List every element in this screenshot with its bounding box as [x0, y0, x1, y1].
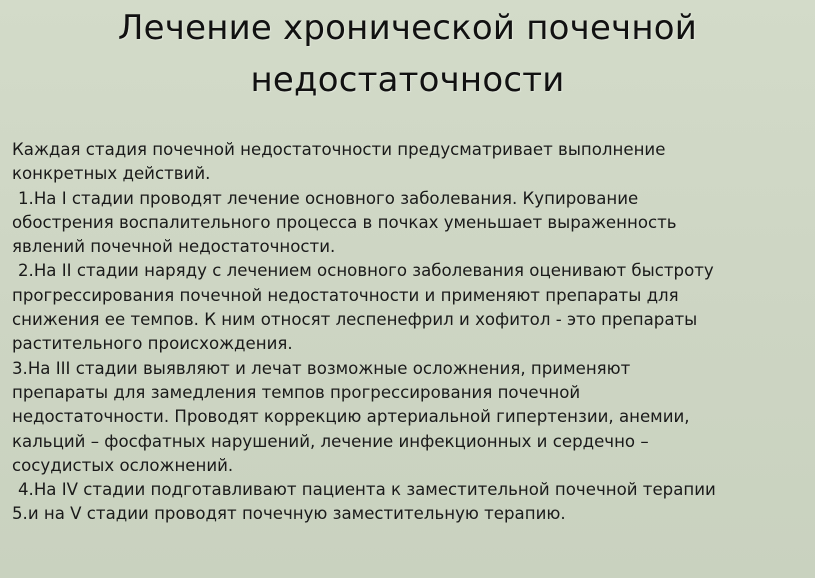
body-line-stage2-3: снижения ее темпов. К ним относят леспенефрил и хофитол - это препараты: [12, 310, 698, 330]
body-line-stage2-4: растительного происхождения.: [12, 334, 293, 354]
body-line-stage3-3: недостаточности. Проводят коррекцию артериальной гипертензии, анемии,: [12, 407, 690, 427]
slide-title-line-2: недостаточности: [250, 60, 565, 100]
body-line-stage3-1: 3.На III стадии выявляют и лечат возможные осложнения, применяют: [12, 358, 631, 378]
body-line-intro-1: Каждая стадия почечной недостаточности предусматривает выполнение: [12, 140, 666, 159]
body-line-stage4: 4.На IV стадии подготавливают пациента к заместительной почечной терапии: [18, 480, 716, 500]
body-line-stage1-1: 1.На I стадии проводят лечение основного заболевания. Купирование: [18, 188, 639, 208]
slide-title: [0, 2, 815, 106]
body-line-stage2-1: 2.На II стадии наряду с лечением основного заболевания оценивают быстроту: [18, 261, 714, 281]
slide-body: [12, 138, 812, 527]
body-line-stage3-4: кальций – фосфатных нарушений, лечение инфекционных и сердечно –: [12, 431, 649, 451]
body-line-stage3-5: сосудистых осложнений.: [12, 455, 234, 475]
body-line-stage1-3: явлений почечной недостаточности.: [12, 237, 336, 257]
body-line-stage5: 5.и на V стадии проводят почечную заместительную терапию.: [12, 504, 566, 524]
slide-title-line-1: Лечение хронической почечной: [117, 8, 698, 48]
body-line-intro-2: конкретных действий.: [12, 164, 211, 184]
body-line-stage3-2: препараты для замедления темпов прогрессирования почечной: [12, 382, 581, 402]
body-line-stage2-2: прогрессирования почечной недостаточности и применяют препараты для: [12, 285, 679, 305]
body-line-stage1-2: обострения воспалительного процесса в почках уменьшает выраженность: [12, 212, 677, 232]
